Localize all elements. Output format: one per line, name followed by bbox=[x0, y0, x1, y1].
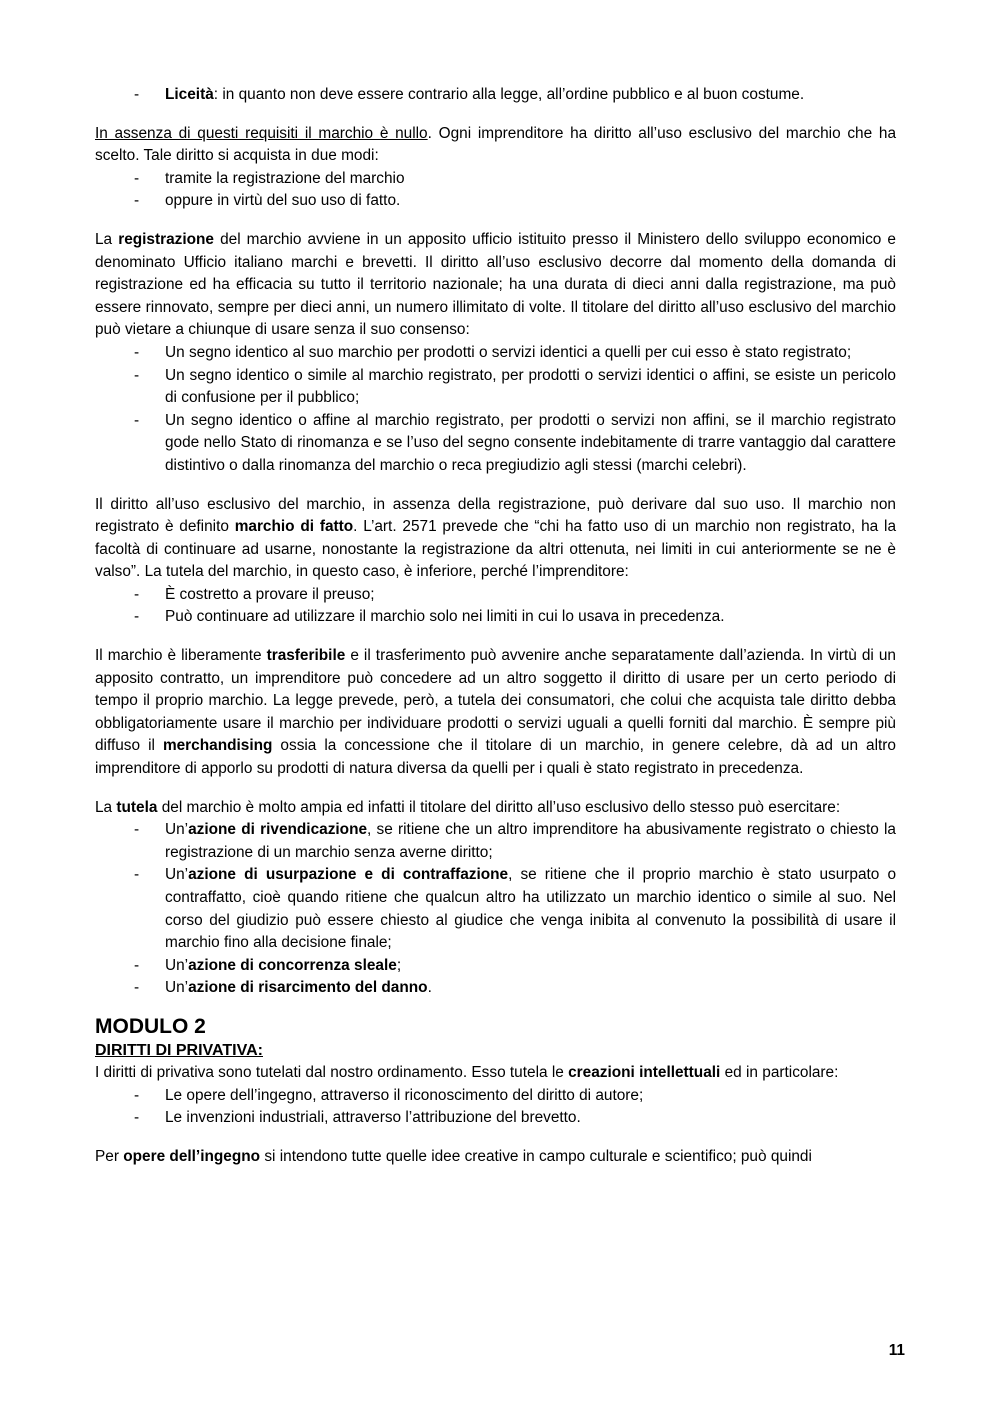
bold-term: Liceità bbox=[165, 86, 214, 103]
bullet-list-fatto bbox=[95, 584, 896, 629]
bullet-dash: - bbox=[134, 1086, 140, 1104]
list-item-text: , se ritiene che il proprio marchio è stato usurpato o contraffatto, cioè quando ritiene che qualcun altro ha utilizzato un marchio identico o simile al suo. Nel corso del giudizio può essere chiesto al giudice che venga inibita al convenuto la possibilità di usare il marchio fino alla decisione finale; bbox=[165, 866, 896, 952]
list-item bbox=[95, 410, 896, 478]
list-item bbox=[95, 342, 896, 365]
bullet-list-modi bbox=[95, 168, 896, 213]
section-heading: MODULO 2 bbox=[95, 1014, 206, 1038]
bullet-dash: - bbox=[134, 343, 140, 361]
list-item bbox=[95, 168, 896, 191]
subsection-heading: DIRITTI DI PRIVATIVA: bbox=[95, 1041, 263, 1059]
list-item bbox=[95, 864, 896, 954]
page-number: 11 bbox=[888, 1342, 905, 1359]
list-item bbox=[95, 977, 896, 1000]
paragraph-text: La bbox=[95, 798, 117, 816]
bullet-dash: - bbox=[134, 585, 140, 603]
bold-term: azione di rivendicazione bbox=[188, 821, 368, 839]
list-item-text: : in quanto non deve essere contrario alla legge, all’ordine pubblico e al buon costume. bbox=[213, 86, 805, 103]
bullet-dash: - bbox=[134, 192, 140, 210]
paragraph-text: . Ogni imprenditore ha diritto all’uso esclusivo del marchio che ha scelto. Tale diritto si acquista in due modi: bbox=[95, 124, 897, 165]
bullet-list-vietare bbox=[95, 342, 896, 478]
list-item-text: Un’ bbox=[165, 821, 189, 839]
paragraph-text: I diritti di privativa sono tutelati dal nostro ordinamento. Esso tutela le bbox=[95, 1063, 569, 1081]
bullet-dash: - bbox=[134, 86, 140, 103]
bold-term: trasferibile bbox=[266, 647, 346, 665]
bold-term: marchio di fatto bbox=[234, 518, 354, 536]
bold-term: tutela bbox=[116, 798, 158, 816]
paragraph-text: ossia la concessione che il titolare di un marchio, in genere celebre, dà ad un altro imprenditore di apporlo su prodotti di natura diversa da quelli per i quali è stato registrato in precedenza. bbox=[95, 737, 896, 778]
list-item-text: Un segno identico al suo marchio per prodotti o servizi identici a quelli per cui esso è stato registrato; bbox=[165, 343, 852, 361]
list-item-text: , se ritiene che un altro imprenditore ha abusivamente registrato o chiesto la registrazione di un marchio senza averne diritto; bbox=[165, 821, 896, 861]
list-item-text: È costretto a provare il preuso; bbox=[165, 585, 375, 603]
paragraph-text: La bbox=[95, 230, 119, 248]
bullet-dash: - bbox=[134, 866, 140, 884]
list-item-text: Un segno identico o simile al marchio registrato, per prodotti o servizi identici o affini, se esiste un pericolo di confusione per il pubblico; bbox=[165, 366, 896, 407]
list-item-text: Può continuare ad utilizzare il marchio solo nei limiti in cui lo usava in precedenza. bbox=[165, 608, 725, 626]
list-item bbox=[95, 955, 896, 978]
paragraph-text: ed in particolare: bbox=[720, 1063, 839, 1081]
bold-term: creazioni intellettuali bbox=[568, 1063, 721, 1081]
paragraph-opere bbox=[95, 1146, 896, 1169]
paragraph-text: del marchio è molto ampia ed infatti il titolare del diritto all’uso esclusivo dello stesso può esercitare: bbox=[157, 798, 841, 816]
bullet-dash: - bbox=[134, 366, 140, 384]
paragraph-text: del marchio avviene in un apposito ufficio istituito presso il Ministero dello sviluppo economico e denominato Ufficio italiano marchi e brevetti. Il diritto all’uso esclusivo decorre dal momento della domanda di registrazione ed ha efficacia su tutto il territorio nazionale; ha una durata di dieci anni dalla registrazione, ma può essere rinnovato, sempre per dieci anni, un numero illimitato di volte. Il titolare del diritto all’uso esclusivo del marchio può vietare a chiunque di usare senza il suo consenso: bbox=[95, 230, 896, 339]
list-item bbox=[95, 1107, 896, 1130]
bullet-dash: - bbox=[134, 956, 140, 974]
list-item bbox=[95, 606, 896, 629]
bold-term: opere dell’ingegno bbox=[123, 1147, 261, 1165]
list-item-text: Un’ bbox=[165, 979, 189, 997]
paragraph-text: e il trasferimento può avvenire anche separatamente dall’azienda. In virtù di un apposito contratto, un imprenditore può concedere ad un altro soggetto il diritto di usare per un certo periodo di tempo il proprio marchio. La legge prevede, però, a tutela dei consumatori, che colui che acquista tale diritto debba obbligatoriamente usare il marchio per individuare prodotti o servizi uguali a quelli forniti dal marchio. È sempre più diffuso il bbox=[95, 647, 896, 755]
underlined-text: In assenza di questi requisiti il marchio è nullo bbox=[95, 124, 428, 142]
bullet-dash: - bbox=[134, 821, 140, 839]
bullet-list-privativa bbox=[95, 1085, 896, 1130]
bullet-dash: - bbox=[134, 1109, 140, 1127]
bullet-dash: - bbox=[134, 608, 140, 626]
list-item-text: Le opere dell’ingegno, attraverso il riconoscimento del diritto di autore; bbox=[165, 1086, 644, 1104]
list-item bbox=[95, 365, 896, 410]
paragraph-registrazione bbox=[95, 229, 896, 342]
list-item-text: Un’ bbox=[165, 956, 189, 974]
bold-term: merchandising bbox=[162, 737, 273, 755]
paragraph-text: si intendono tutte quelle idee creative in campo culturale e scientifico; può quindi bbox=[260, 1147, 812, 1165]
bold-term: azione di concorrenza sleale bbox=[188, 956, 397, 974]
bold-term: azione di risarcimento del danno bbox=[188, 979, 428, 997]
document-page bbox=[95, 84, 896, 1168]
paragraph-tutela bbox=[95, 797, 896, 820]
list-item-text: Un’ bbox=[165, 866, 189, 884]
list-item bbox=[95, 584, 896, 607]
bold-term: registrazione bbox=[118, 230, 214, 248]
paragraph-marchio-di-fatto bbox=[95, 494, 896, 584]
list-item-text: Un segno identico o affine al marchio registrato, per prodotti o servizi non affini, se il marchio registrato gode nello Stato di rinomanza e se l’uso del segno consente indebitamente di trarre vantaggio dal carattere distintivo o dalla rinomanza del marchio o reca pregiudizio agli stessi (marchi celebri). bbox=[165, 411, 896, 474]
list-item-text: . bbox=[427, 979, 432, 997]
bullet-dash: - bbox=[134, 411, 140, 429]
paragraph-privativa bbox=[95, 1062, 896, 1085]
bullet-dash: - bbox=[134, 979, 140, 997]
paragraph-trasferibile bbox=[95, 645, 896, 781]
bold-term: azione di usurpazione e di contraffazione bbox=[188, 866, 509, 884]
list-item-text: ; bbox=[396, 956, 402, 974]
list-item bbox=[95, 1085, 896, 1108]
paragraph-nullo bbox=[95, 123, 896, 168]
list-item bbox=[95, 819, 896, 864]
bullet-list-tutela bbox=[95, 819, 896, 1000]
paragraph-text: Per bbox=[95, 1147, 124, 1165]
list-item bbox=[95, 84, 896, 107]
paragraph-text: Il marchio è liberamente bbox=[95, 647, 267, 665]
paragraph-text: Il diritto all’uso esclusivo del marchio, in assenza della registrazione, può derivare dal suo uso. Il marchio non registrato è definito bbox=[95, 495, 896, 536]
list-item-text: Le invenzioni industriali, attraverso l’attribuzione del brevetto. bbox=[165, 1109, 581, 1127]
paragraph-text: . L’art. 2571 prevede che “chi ha fatto uso di un marchio non registrato, ha la facoltà di continuare ad usarne, nonostante la registrazione da altri ottenuta, nei limiti in cui anteriormente se ne è valso”. La tutela del marchio, in questo caso, è inferiore, perché l’imprenditore: bbox=[95, 518, 897, 581]
list-item bbox=[95, 190, 896, 213]
list-item-text: tramite la registrazione del marchio bbox=[165, 169, 405, 187]
bullet-list-liceita bbox=[95, 84, 896, 107]
list-item-text: oppure in virtù del suo uso di fatto. bbox=[165, 192, 401, 210]
bullet-dash: - bbox=[134, 169, 140, 187]
